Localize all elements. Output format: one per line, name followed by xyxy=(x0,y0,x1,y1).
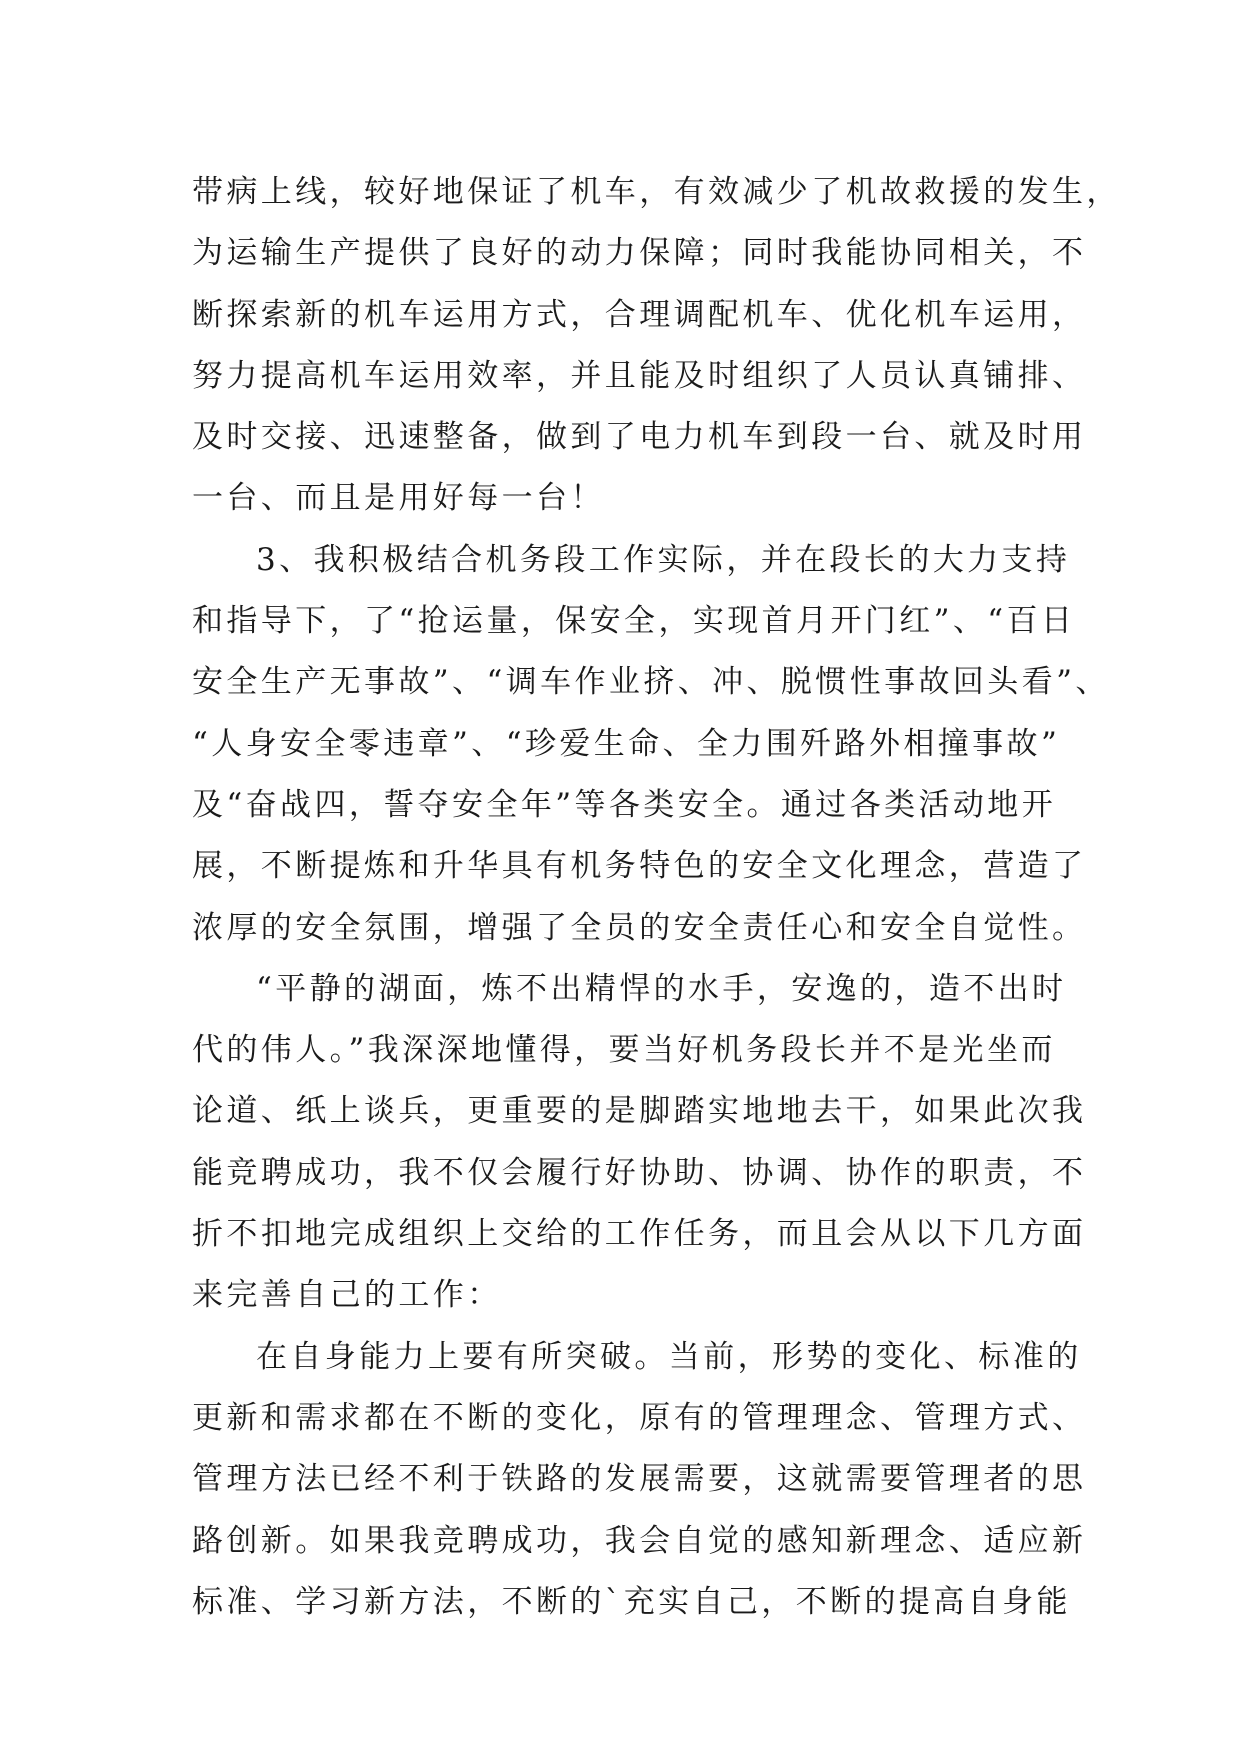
text-line-12: 展，不断提炼和升华具有机务特色的安全文化理念，营造了 xyxy=(192,848,1087,885)
text-line-22: 管理方法已经不利于铁路的发展需要，这就需要管理者的思 xyxy=(192,1461,1087,1498)
text-line-5: 及时交接、迅速整备，做到了电力机车到段一台、就及时用 xyxy=(192,419,1087,456)
text-line-20: 在自身能力上要有所突破。当前，形势的变化、标准的 xyxy=(256,1338,1082,1375)
text-line-10: “人身安全零违章”、“珍爱生命、全力围歼路外相撞事故” xyxy=(192,725,1061,762)
text-line-16: 论道、纸上谈兵，更重要的是脚踏实地地去干，如果此次我 xyxy=(192,1093,1087,1130)
text-line-3: 断探索新的机车运用方式，合理调配机车、优化机车运用， xyxy=(192,296,1087,333)
text-line-4: 努力提高机车运用效率，并且能及时组织了人员认真铺排、 xyxy=(192,357,1087,394)
text-line-18: 折不扣地完成组织上交给的工作任务，而且会从以下几方面 xyxy=(192,1216,1087,1253)
text-line-6: 一台、而且是用好每一台！ xyxy=(192,480,605,517)
text-line-24: 标准、学习新方法，不断的`充实自己，不断的提高自身能 xyxy=(192,1583,1071,1620)
body-text xyxy=(192,162,1121,1633)
text-line-23: 路创新。如果我竞聘成功，我会自觉的感知新理念、适应新 xyxy=(192,1522,1087,1559)
text-line-2: 为运输生产提供了良好的动力保障；同时我能协同相关，不 xyxy=(192,235,1087,272)
text-line-15: 代的伟人。”我深深地懂得，要当好机务段长并不是光坐而 xyxy=(192,1032,1056,1069)
text-line-21: 更新和需求都在不断的变化，原有的管理理念、管理方式、 xyxy=(192,1399,1087,1436)
text-line-13: 浓厚的安全氛围，增强了全员的安全责任心和安全自觉性。 xyxy=(192,909,1087,946)
text-line-11: 及“奋战四，誓夺安全年”等各类安全。通过各类活动地开 xyxy=(192,786,1057,823)
text-line-8: 和指导下，了“抢运量，保安全，实现首月开门红”、“百日 xyxy=(192,603,1076,640)
text-line-7: 3、我积极结合机务段工作实际，并在段长的大力支持 xyxy=(256,541,1071,578)
text-line-9: 安全生产无事故”、“调车作业挤、冲、脱惯性事故回头看”、 xyxy=(192,664,1110,701)
text-line-17: 能竞聘成功，我不仅会履行好协助、协调、协作的职责，不 xyxy=(192,1154,1087,1191)
text-line-1: 带病上线，较好地保证了机车，有效减少了机故救援的发生， xyxy=(192,174,1121,210)
text-line-19: 来完善自己的工作： xyxy=(192,1277,502,1314)
text-line-14: “平静的湖面，炼不出精悍的水手，安逸的，造不出时 xyxy=(256,970,1067,1007)
